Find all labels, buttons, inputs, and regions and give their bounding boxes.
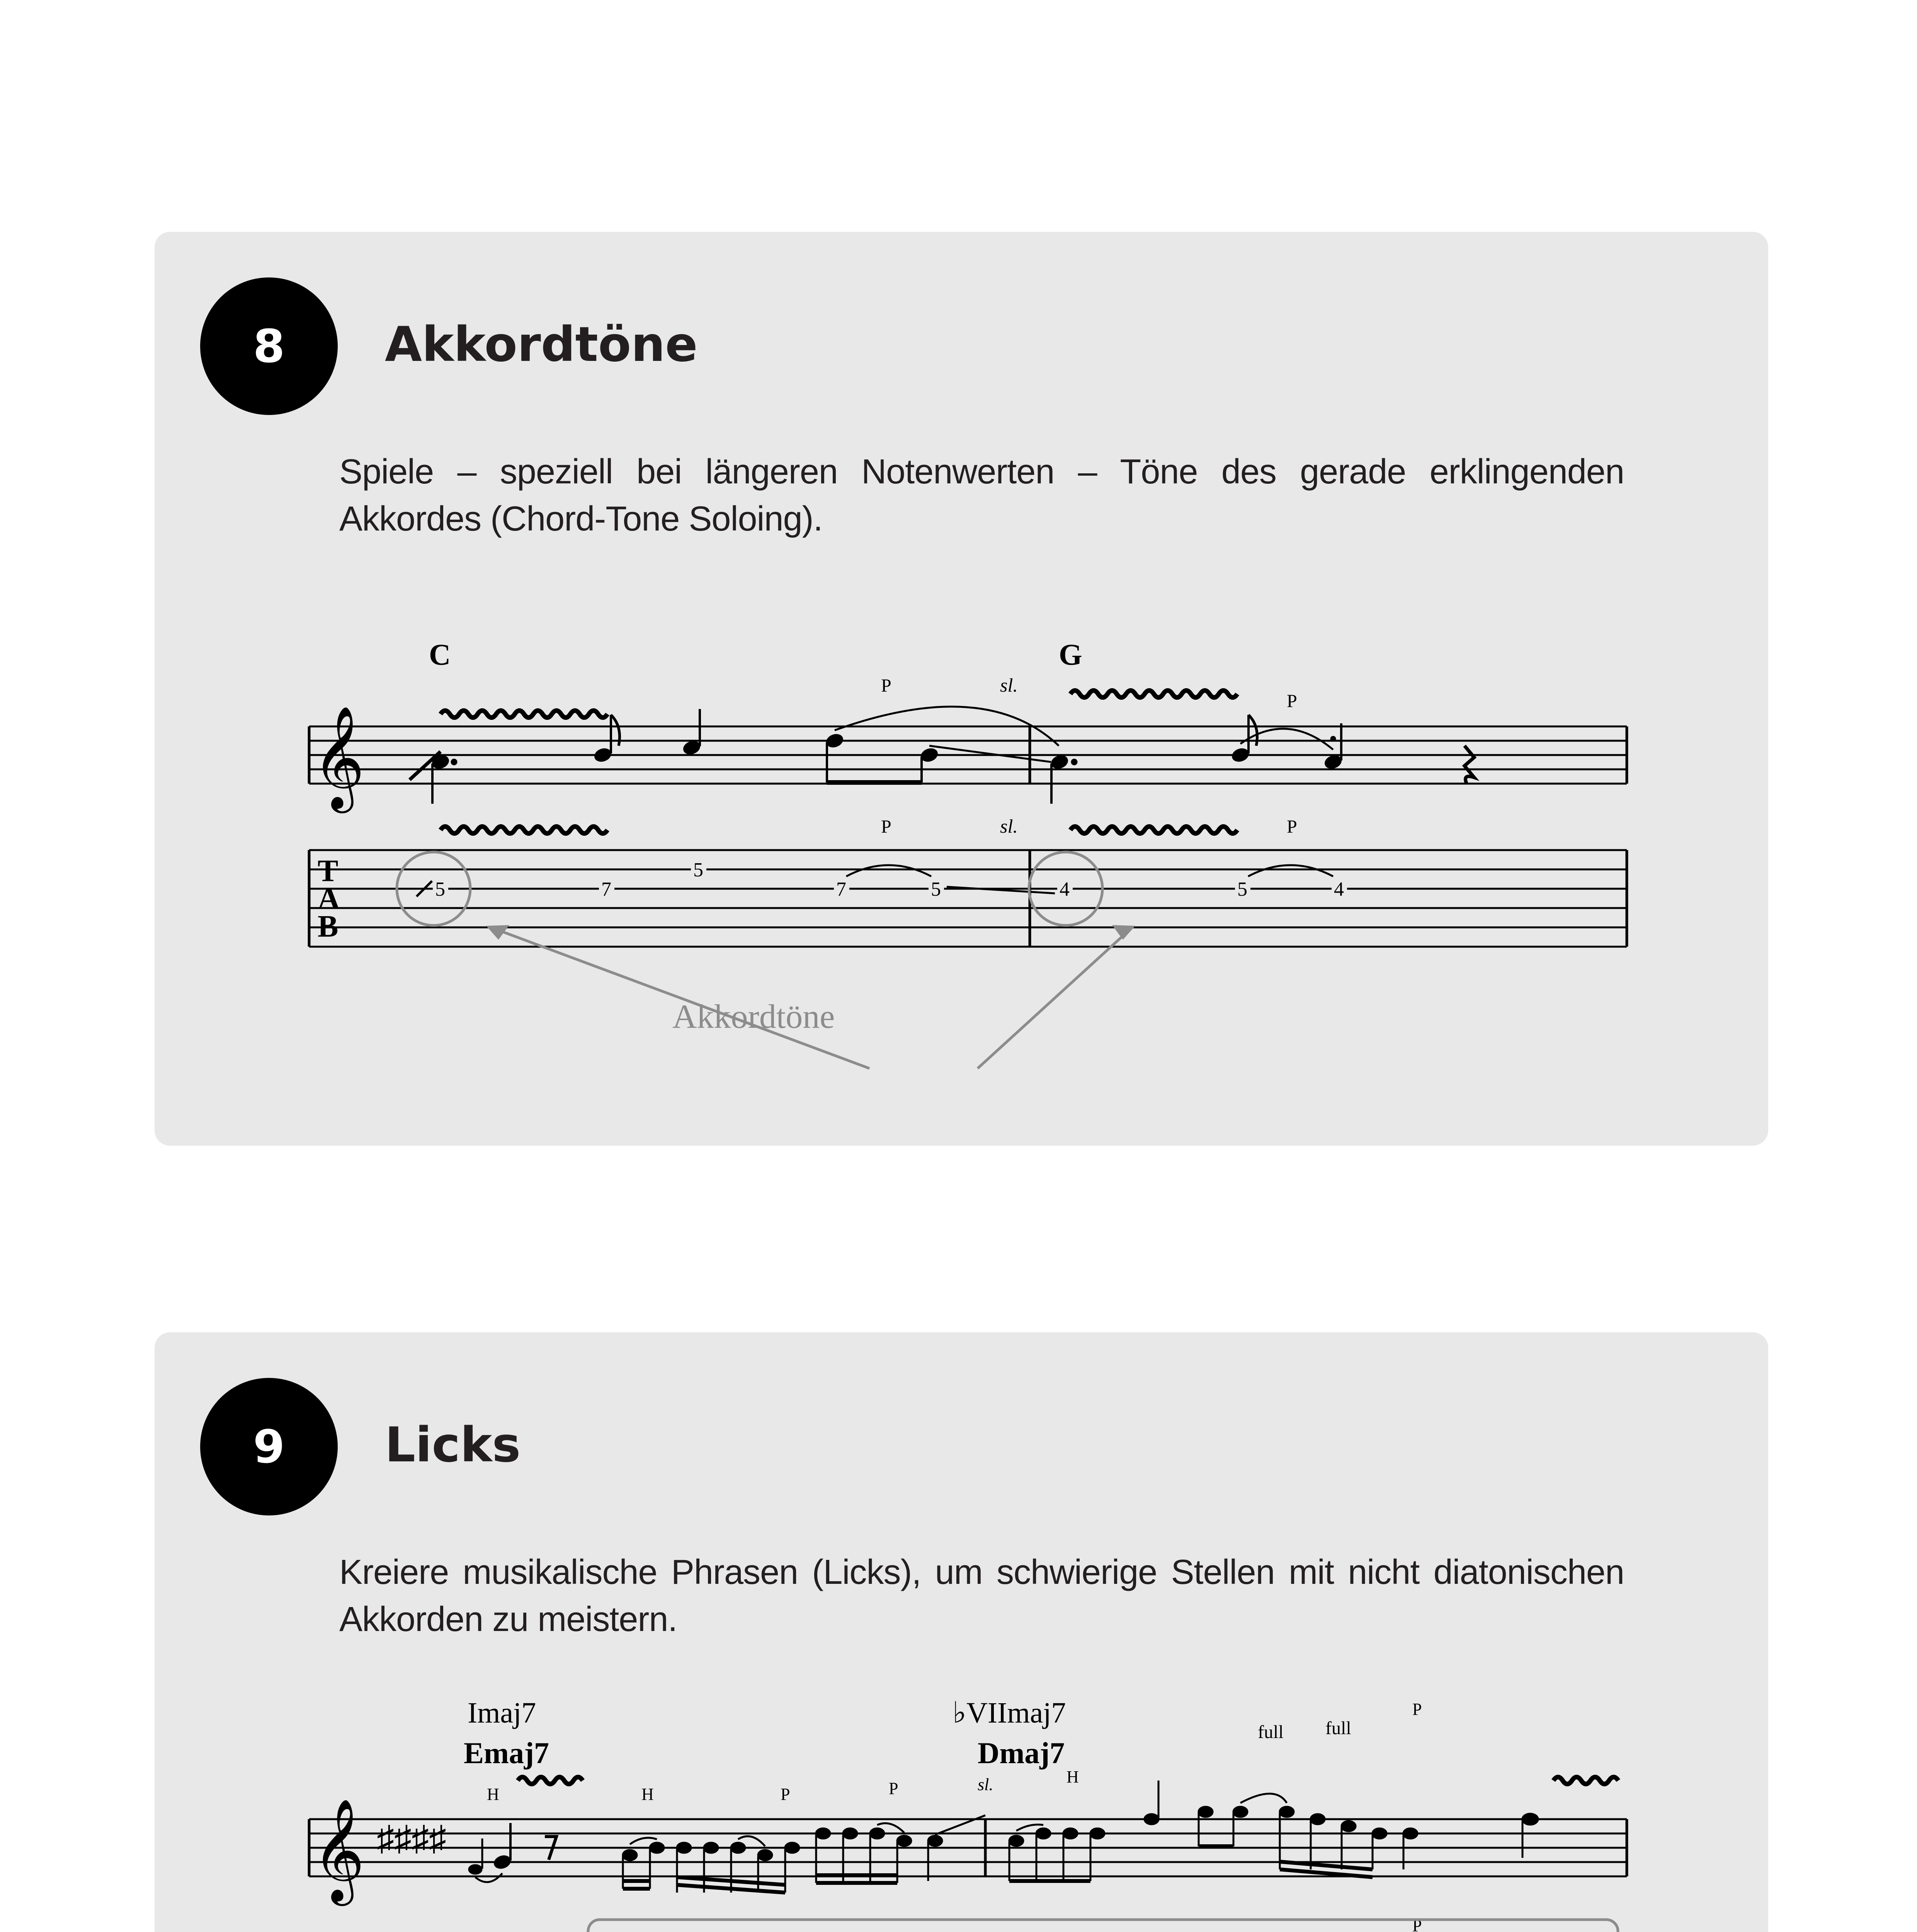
svg-text:5: 5 <box>1237 878 1247 900</box>
vibrato-mark <box>518 1777 583 1784</box>
svg-text:B: B <box>318 910 338 944</box>
section-8-box <box>155 232 1768 1146</box>
lick-score <box>155 1332 1768 1932</box>
staff <box>309 726 1627 784</box>
svg-text:7: 7 <box>836 878 846 900</box>
tab-numbers <box>417 858 1347 900</box>
tab-label <box>318 854 340 944</box>
chord-symbol: Dmaj7 <box>978 1736 1065 1770</box>
section-number-badge: 9 <box>200 1378 338 1515</box>
svg-text:H: H <box>1067 1767 1079 1786</box>
vibrato-mark <box>1553 1777 1618 1784</box>
key-signature: ♯♯♯♯ <box>377 1820 446 1858</box>
svg-text:5: 5 <box>693 859 703 881</box>
chord-symbol: Emaj7 <box>464 1736 549 1770</box>
section-title: Licks <box>385 1417 521 1473</box>
chord-function: Imaj7 <box>468 1697 536 1729</box>
slurs <box>835 707 1333 762</box>
svg-text:full: full <box>1258 1722 1284 1742</box>
slide-mark: sl. <box>1000 674 1018 696</box>
section-description: Spiele – speziell bei längeren Notenwerten – Töne des gerade erklingenden Akkordes (Chord-Tone Soloing). <box>339 452 1624 538</box>
svg-text:4: 4 <box>1060 878 1070 900</box>
svg-text:H: H <box>487 1785 499 1804</box>
slide-mark: sl. <box>1000 815 1018 837</box>
chord-symbol: G <box>1059 638 1082 671</box>
annotation-label: Akkordtöne <box>672 998 835 1036</box>
svg-text:P: P <box>1412 1916 1422 1932</box>
svg-text:H: H <box>641 1785 654 1804</box>
chord-symbol: C <box>429 638 451 671</box>
chord-tone-score <box>155 232 1768 1146</box>
staff <box>309 1819 1627 1876</box>
arrow-head <box>1112 925 1135 940</box>
pull-off-mark: P <box>1287 691 1297 711</box>
svg-text:P: P <box>889 1779 898 1798</box>
pull-off-mark: P <box>881 816 891 837</box>
chord-function: ♭VIImaj7 <box>953 1697 1066 1729</box>
svg-text:sl.: sl. <box>978 1775 993 1794</box>
section-title: Akkordtöne <box>385 317 698 372</box>
svg-text:4: 4 <box>1334 878 1344 900</box>
svg-text:P: P <box>781 1785 790 1804</box>
lick-highlight-box <box>588 1920 1618 1932</box>
svg-text:A: A <box>318 882 340 916</box>
chord-tone-highlights <box>397 852 1132 1068</box>
vibrato-mark <box>1070 690 1237 697</box>
pull-off-mark: P <box>1287 816 1297 837</box>
svg-text:T: T <box>318 854 338 888</box>
pull-off-mark: P <box>881 675 891 696</box>
vibrato-mark <box>441 711 607 718</box>
section-description: Kreiere musikalische Phrasen (Licks), um schwierige Stellen mit nicht diatonischen Akkorden zu meistern. <box>339 1553 1624 1639</box>
svg-text:5: 5 <box>435 878 445 900</box>
svg-text:5: 5 <box>931 878 941 900</box>
svg-text:full: full <box>1325 1718 1351 1738</box>
svg-text:P: P <box>1412 1700 1422 1719</box>
vibrato-mark <box>441 827 607 833</box>
treble-clef: 𝄞 <box>312 708 365 807</box>
notes <box>410 709 1474 804</box>
svg-text:7: 7 <box>601 878 611 900</box>
section-number-badge: 8 <box>200 277 338 415</box>
section-9-box <box>155 1332 1768 1932</box>
vibrato-mark <box>1070 827 1237 833</box>
treble-clef: 𝄞 <box>312 1801 365 1900</box>
